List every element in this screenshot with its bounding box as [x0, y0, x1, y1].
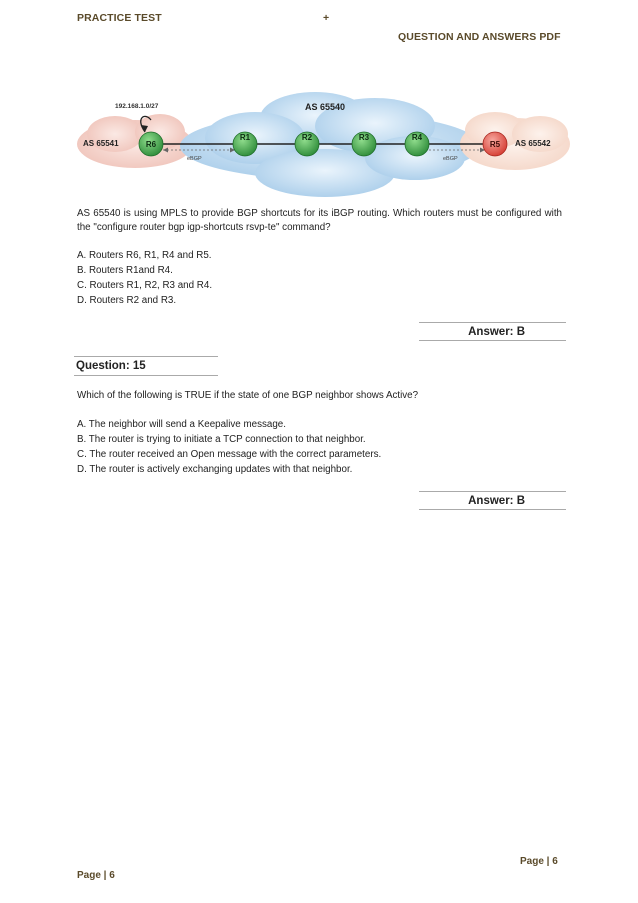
question-15-option-a: A. The neighbor will send a Keepalive message.	[77, 419, 286, 430]
router-r5-label: R5	[489, 140, 501, 149]
as-65540-label: AS 65540	[305, 102, 346, 112]
network-diagram	[75, 88, 572, 200]
question-15-option-c: C. The router received an Open message with the correct parameters.	[77, 449, 382, 460]
question-15-option-b: B. The router is trying to initiate a TCP connection to that neighbor.	[77, 434, 366, 445]
ebgp-right-label: eBGP	[443, 156, 458, 162]
question-14-text: AS 65540 is using MPLS to provide BGP shortcuts for its iBGP routing. Which routers must be configured with the "configure router bgp igp-shortcuts rsvp-te" command?	[77, 208, 562, 233]
router-r3-label: R3	[358, 133, 370, 142]
router-r1	[233, 132, 257, 156]
router-r4	[405, 132, 429, 156]
router-r6-label: R6	[145, 140, 157, 149]
subnet-label: 192.168.1.0/27	[115, 103, 159, 110]
footer-page-right: Page | 6	[520, 856, 558, 867]
question-14-option-d: D. Routers R2 and R3.	[77, 295, 177, 306]
question-14-option-b: B. Routers R1and R4.	[77, 265, 173, 276]
question-14-option-c: C. Routers R1, R2, R3 and R4.	[77, 280, 213, 291]
question-15-answer: Answer: B	[419, 491, 566, 510]
as-65541-label: AS 65541	[83, 139, 119, 148]
footer-page-left: Page | 6	[77, 870, 115, 881]
question-15-heading: Question: 15	[74, 356, 218, 376]
router-r1-label: R1	[239, 133, 251, 142]
question-14-answer: Answer: B	[419, 322, 566, 341]
router-r2-label: R2	[301, 133, 313, 142]
router-r2	[295, 132, 319, 156]
router-r6	[139, 132, 163, 156]
as-65542-label: AS 65542	[515, 139, 551, 148]
ebgp-left-label: eBGP	[187, 156, 202, 162]
router-r5	[483, 132, 507, 156]
question-14-option-a: A. Routers R6, R1, R4 and R5.	[77, 250, 212, 261]
question-15-option-d: D. The router is actively exchanging updates with that neighbor.	[77, 464, 353, 475]
header-subtitle: QUESTION AND ANSWERS PDF	[398, 31, 561, 43]
header-plus: +	[323, 12, 330, 24]
header-title: PRACTICE TEST	[77, 12, 162, 24]
router-r4-label: R4	[411, 133, 423, 142]
question-15-text: Which of the following is TRUE if the state of one BGP neighbor shows Active?	[77, 390, 419, 401]
router-r3	[352, 132, 376, 156]
